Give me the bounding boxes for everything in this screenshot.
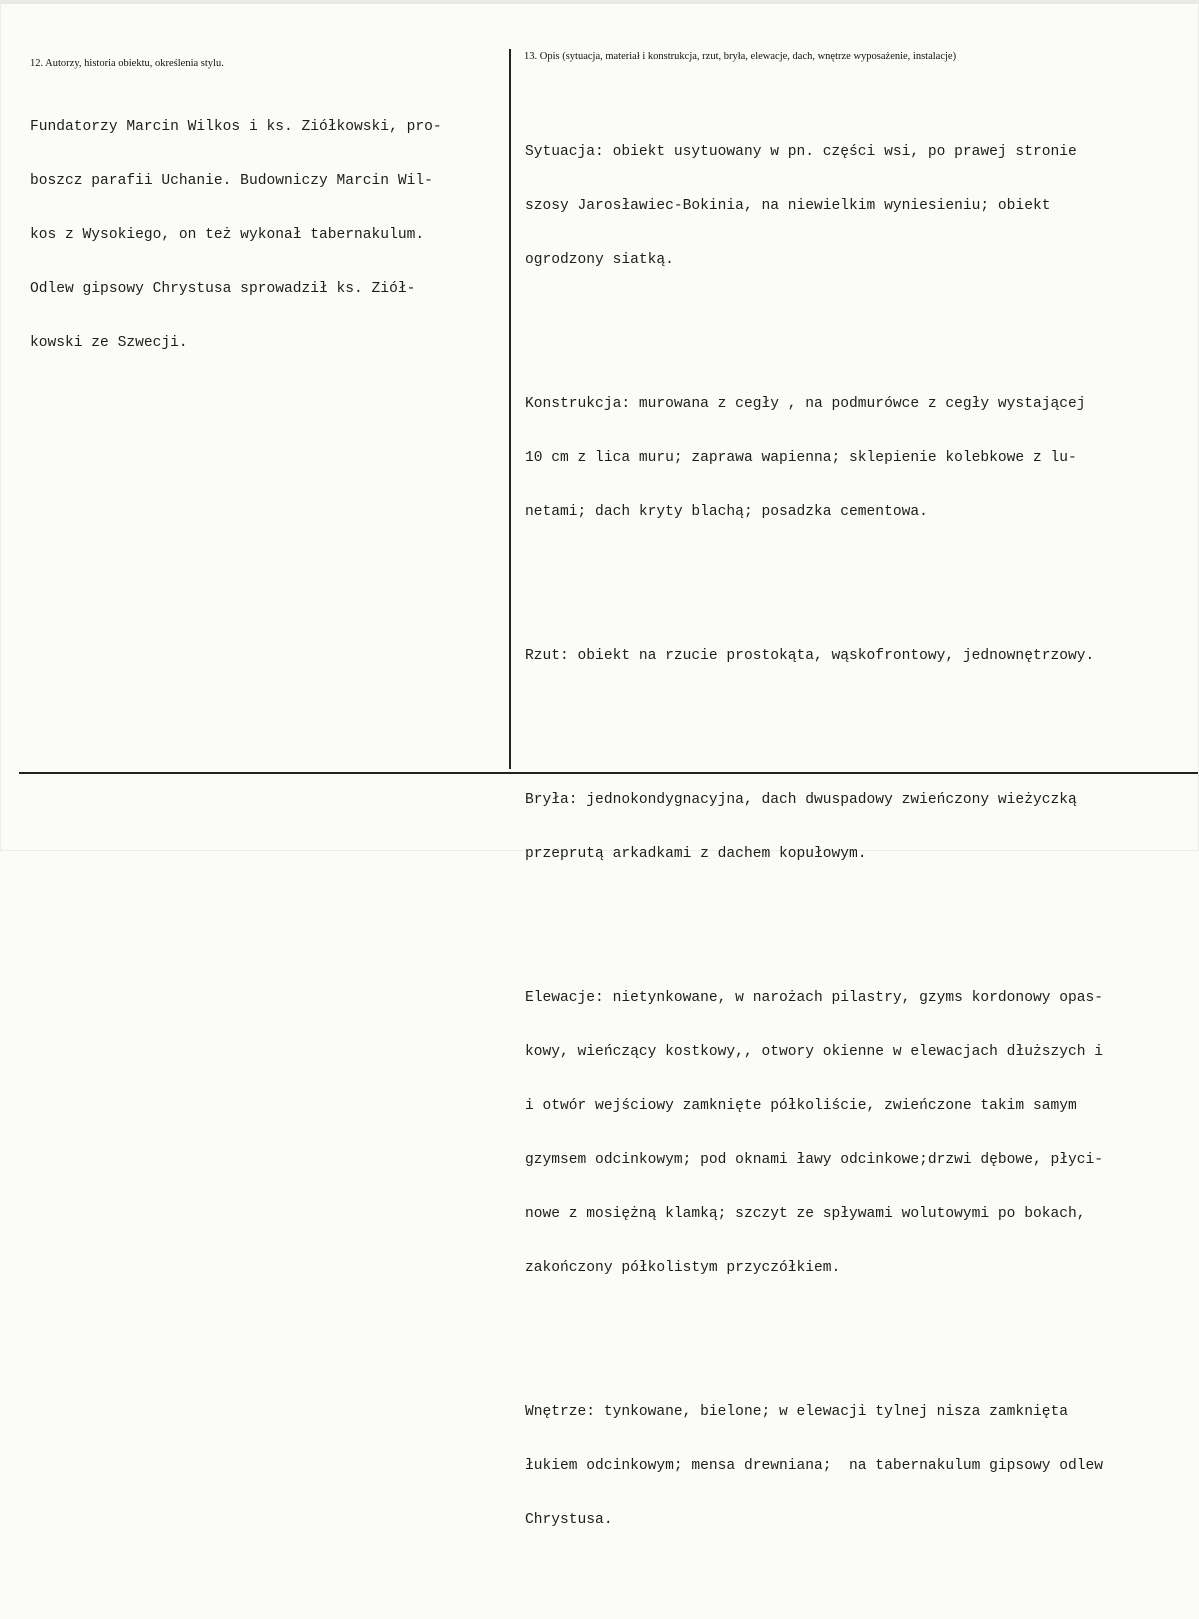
text-line: Rzut: obiekt na rzucie prostokąta, wąskofrontowy, jednownętrzowy. [525,648,1095,664]
text-line: łukiem odcinkowym; mensa drewniana; na tabernakulum gipsowy odlew [525,1458,1104,1474]
page-top-edge [1,1,1199,4]
paragraph-sytuacja [525,107,1195,305]
text-line: przeprutą arkadkami z dachem kopułowym. [525,846,867,862]
text-line: 10 cm z lica muru; zaprawa wapienna; sklepienie kolebkowe z lu- [525,450,1077,466]
text-line: szosy Jarosławiec-Bokinia, na niewielkim wyniesieniu; obiekt [525,198,1051,214]
section-13-label: 13. Opis (sytuacja, materiał i konstrukcja, rzut, bryła, elewacje, dach, wnętrze wyposażenie, instalacje) [524,51,957,62]
text-line: kos z Wysokiego, on też wykonał tabernakulum. [30,227,425,243]
text-line: zakończony półkolistym przyczółkiem. [525,1260,841,1276]
text-line: Sytuacja: obiekt usytuowany w pn. części wsi, po prawej stronie [525,144,1077,160]
paragraph-wnetrze [525,1367,1195,1565]
text-line: Konstrukcja: murowana z cegły , na podmurówce z cegły wystającej [525,396,1086,412]
text-line: kowy, wieńczący kostkowy,, otwory okienne w elewacjach dłuższych i [525,1044,1104,1060]
paragraph-elewacje [525,953,1195,1313]
section-13-text [525,71,1195,1619]
section-12-label: 12. Autorzy, historia obiektu, określenia stylu. [30,58,224,69]
text-line: Wnętrze: tynkowane, bielone; w elewacji tylnej nisza zamknięta [525,1404,1068,1420]
text-line: ogrodzony siatką. [525,252,674,268]
paragraph-bryla [525,755,1195,899]
text-line: i otwór wejściowy zamknięte półkoliście, zwieńczone takim samym [525,1098,1077,1114]
text-line: kowski ze Szwecji. [30,335,188,351]
text-line: boszcz parafii Uchanie. Budowniczy Marcin Wil- [30,173,433,189]
text-line: Bryła: jednokondygnacyjna, dach dwuspadowy zwieńczony wieżyczką [525,792,1077,808]
section-12-text [30,82,442,388]
text-line: Odlew gipsowy Chrystusa sprowadził ks. Ziół- [30,281,416,297]
paragraph-konstrukcja [525,359,1195,557]
text-line: gzymsem odcinkowym; pod oknami ławy odcinkowe;drzwi dębowe, płyci- [525,1152,1104,1168]
column-divider [509,49,511,769]
text-line: Chrystusa. [525,1512,613,1528]
paragraph-rzut [525,611,1195,701]
text-line: nowe z mosiężną klamką; szczyt ze spływami wolutowymi po bokach, [525,1206,1086,1222]
text-line: Elewacje: nietynkowane, w narożach pilastry, gzyms kordonowy opas- [525,990,1104,1006]
text-line: Fundatorzy Marcin Wilkos i ks. Ziółkowski, pro- [30,119,442,135]
text-line: netami; dach kryty blachą; posadzka cementowa. [525,504,928,520]
